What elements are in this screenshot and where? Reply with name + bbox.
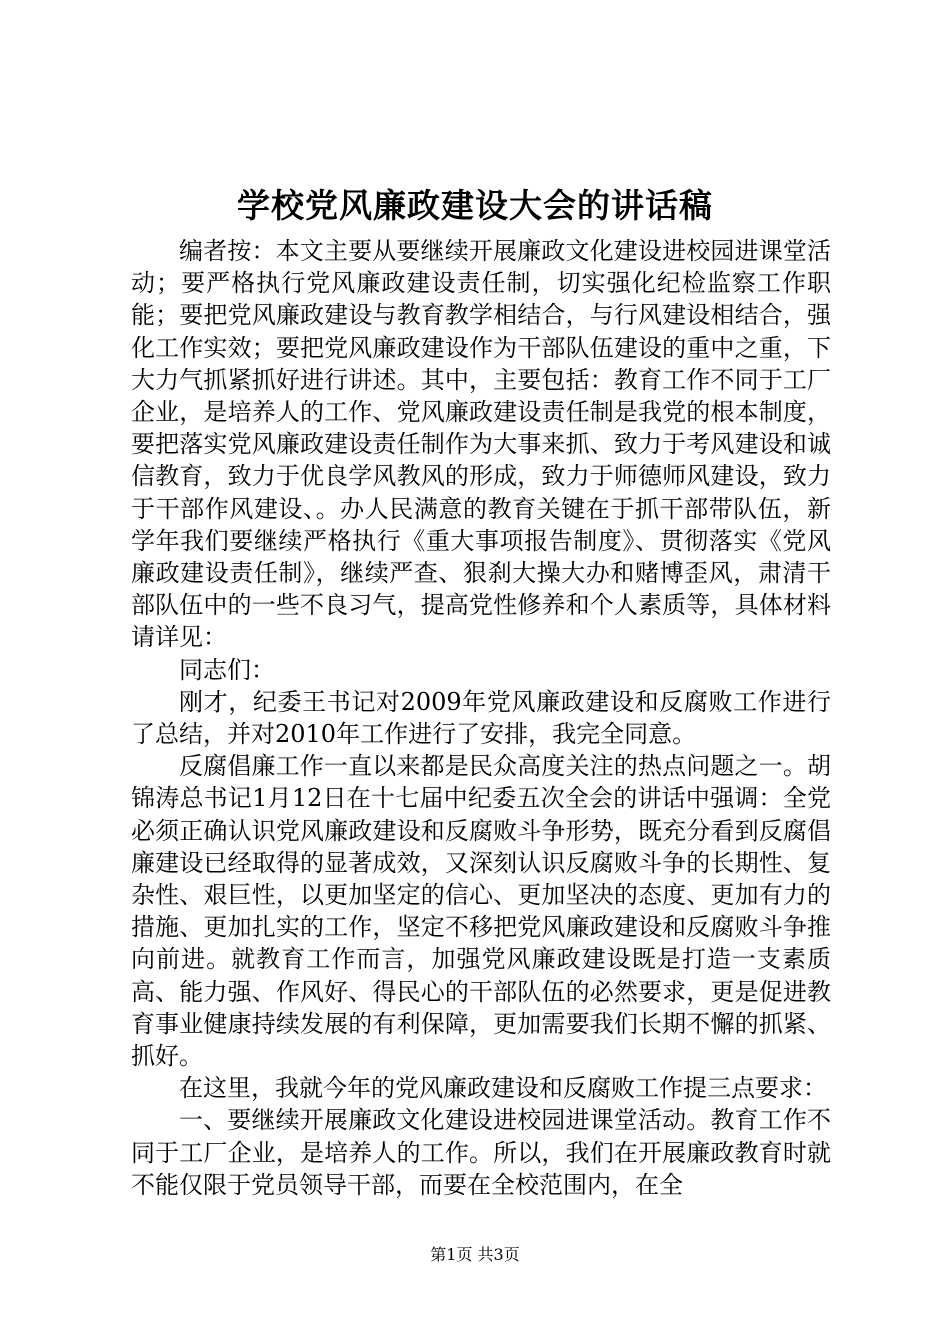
document-title: 学校党风廉政建设大会的讲话稿: [237, 186, 713, 225]
page-number-footer: 第1页 共3页: [430, 1245, 520, 1264]
body-paragraph: 反腐倡廉工作一直以来都是民众高度关注的热点问题之一。胡锦涛总书记1月12日在十七届中纪委五次全会的讲话中强调：全党必须正确认识党风廉政建设和反腐败斗争形势，既充分看到反腐倡廉建设已经取得的显著成效，又深刻认识反腐败斗争的长期性、复杂性、艰巨性，以更加坚定的信心、更加坚决的态度、更加有力的措施、更加扎实的工作，坚定不移把党风廉政建设和反腐败斗争推向前进。就教育工作而言，加强党风廉政建设既是打造一支素质高、能力强、作风好、得民心的干部队伍的必然要求，更是促进教育事业健康持续发展的有利保障，更加需要我们长期不懈的抓紧、抓好。: [131, 752, 831, 1071]
editor-note-paragraph: 编者按：本文主要从要继续开展廉政文化建设进校园进课堂活动；要严格执行党风廉政建设责任制，切实强化纪检监察工作职能；要把党风廉政建设与教育教学相结合，与行风建设相结合，强化工作实效；要把党风廉政建设作为干部队伍建设的重中之重，下大力气抓紧抓好进行讲述。其中，主要包括：教育工作不同于工厂企业，是培养人的工作、党风廉政建设责任制是我党的根本制度，要把落实党风廉政建设责任制作为大事来抓、致力于考风建设和诚信教育，致力于优良学风教风的形成，致力于师德师风建设，致力于干部作风建设、。办人民满意的教育关键在于抓干部带队伍，新学年我们要继续严格执行《重大事项报告制度》、贯彻落实《党风廉政建设责任制》，继续严查、狠刹大操大办和赌博歪风，肃清干部队伍中的一些不良习气，提高党性修养和个人素质等，具体材料请详见：: [131, 237, 831, 652]
document-body: [131, 235, 831, 1201]
salutation-paragraph: 同志们：: [179, 655, 275, 684]
body-paragraph: 刚才，纪委王书记对2009年党风廉政建设和反腐败工作进行了总结，并对2010年工作进行了安排，我完全同意。: [131, 687, 831, 749]
body-paragraph: 一、要继续开展廉政文化建设进校园进课堂活动。教育工作不同于工厂企业，是培养人的工作。所以，我们在开展廉政教育时就不能仅限于党员领导干部，而要在全校范围内，在全: [131, 1106, 831, 1199]
body-paragraph: 在这里，我就今年的党风廉政建设和反腐败工作提三点要求：: [179, 1074, 827, 1103]
